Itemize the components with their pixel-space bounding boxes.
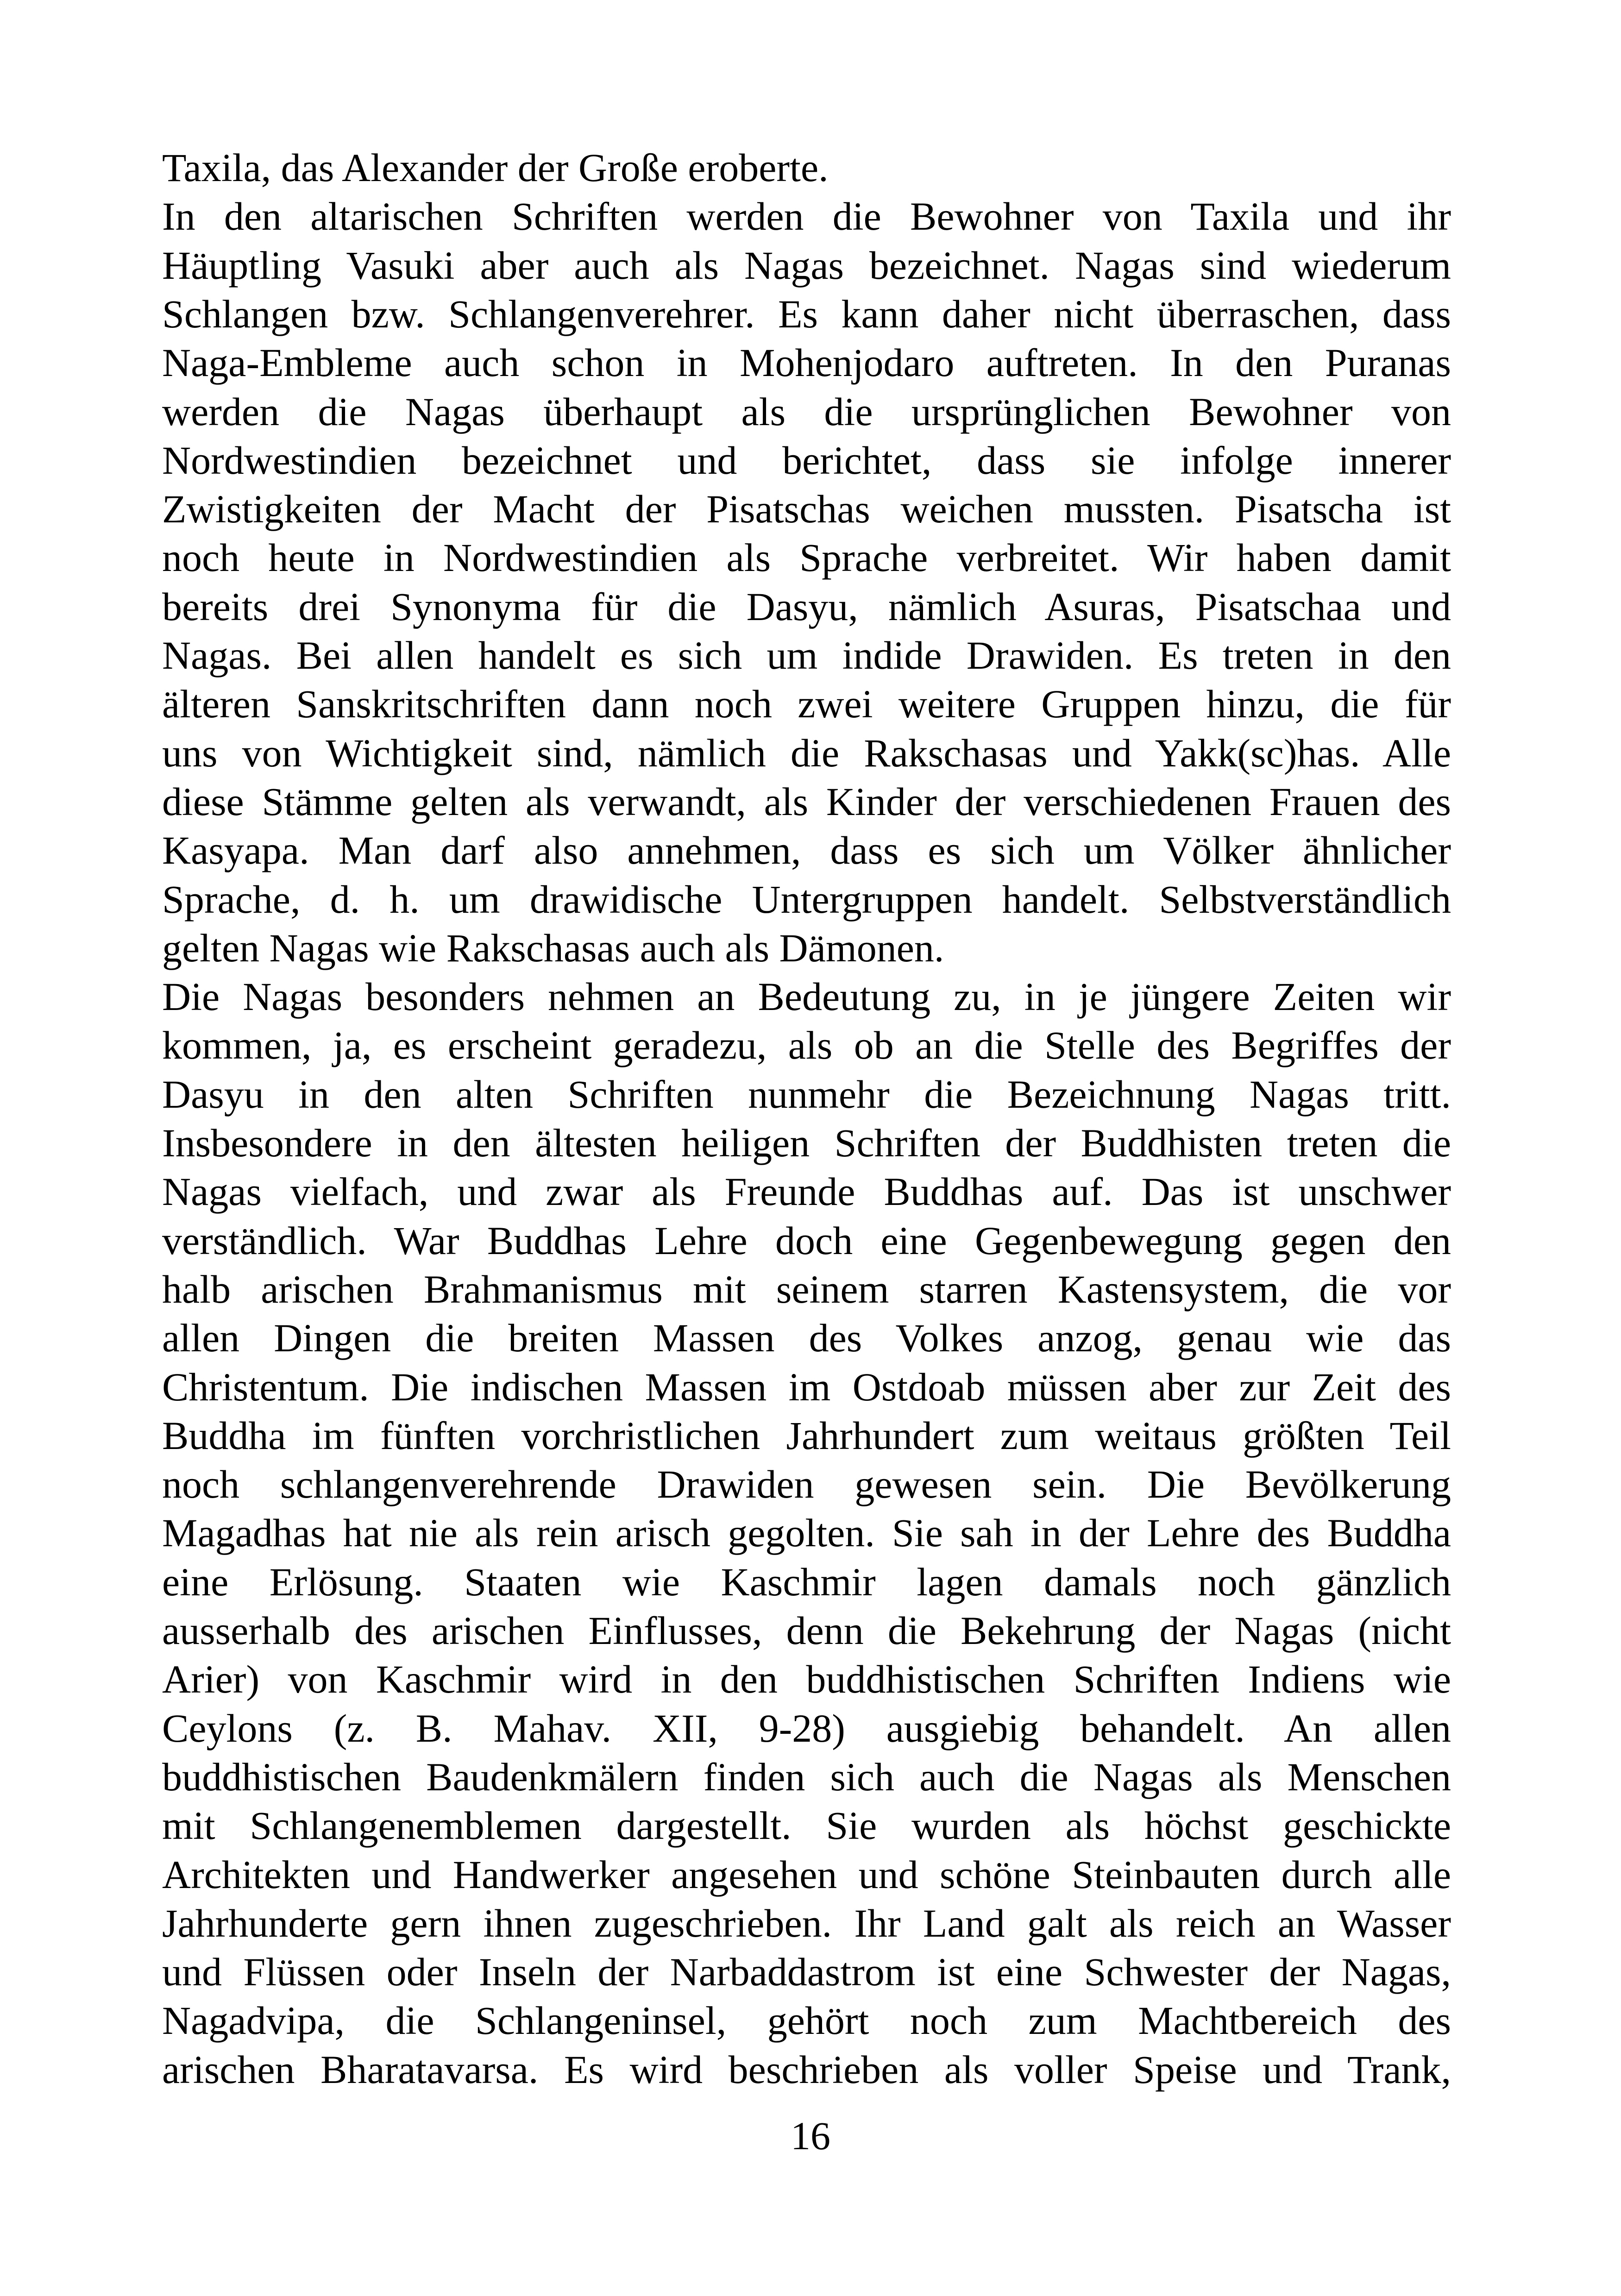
text-line: Nordwestindien bezeichnet und berichtet, dass sie infolge innerer <box>162 438 1451 483</box>
text-line: Nagas. Bei allen handelt es sich um indide Drawiden. Es treten in den <box>162 633 1451 678</box>
text-line: Arier) von Kaschmir wird in den buddhistischen Schriften Indiens wie <box>162 1657 1451 1702</box>
text-line: eine Erlösung. Staaten wie Kaschmir lagen damals noch gänzlich <box>162 1559 1451 1604</box>
text-line: gelten Nagas wie Rakschasas auch als Dämonen. <box>162 925 944 970</box>
text-line: und Flüssen oder Inseln der Narbaddastrom ist eine Schwester der Nagas, <box>162 1950 1451 1995</box>
text-line: bereits drei Synonyma für die Dasyu, nämlich Asuras, Pisatschaa und <box>162 584 1451 629</box>
text-line: älteren Sanskritschriften dann noch zwei weitere Gruppen hinzu, die für <box>162 682 1451 727</box>
text-line: Christentum. Die indischen Massen im Ostdoab müssen aber zur Zeit des <box>162 1364 1451 1409</box>
text-line: Jahrhunderte gern ihnen zugeschrieben. Ihr Land galt als reich an Wasser <box>162 1901 1451 1945</box>
text-line: uns von Wichtigkeit sind, nämlich die Rakschasas und Yakk(sc)has. Alle <box>162 730 1451 775</box>
text-line: Nagas vielfach, und zwar als Freunde Buddhas auf. Das ist unschwer <box>162 1169 1451 1214</box>
text-line: Schlangen bzw. Schlangenverehrer. Es kann daher nicht überraschen, dass <box>162 291 1451 336</box>
text-line: noch heute in Nordwestindien als Sprache verbreitet. Wir haben damit <box>162 535 1451 580</box>
text-line: Naga-Embleme auch schon in Mohenjodaro auftreten. In den Puranas <box>162 340 1451 385</box>
text-line: Buddha im fünften vorchristlichen Jahrhundert zum weitaus größten Teil <box>162 1413 1451 1458</box>
text-line: werden die Nagas überhaupt als die ursprünglichen Bewohner von <box>162 389 1451 434</box>
text-line: Architekten und Handwerker angesehen und schöne Steinbauten durch alle <box>162 1852 1451 1897</box>
text-line: kommen, ja, es erscheint geradezu, als ob an die Stelle des Begriffes der <box>162 1023 1451 1068</box>
text-line: Dasyu in den alten Schriften nunmehr die Bezeichnung Nagas tritt. <box>162 1072 1451 1117</box>
text-line: Ceylons (z. B. Mahav. XII, 9-28) ausgiebig behandelt. An allen <box>162 1706 1451 1750</box>
text-line: arischen Bharatavarsa. Es wird beschrieben als voller Speise und Trank, <box>162 2047 1451 2092</box>
text-line: noch schlangenverehrende Drawiden gewesen sein. Die Bevölkerung <box>162 1462 1451 1507</box>
text-line: Taxila, das Alexander der Große eroberte. <box>162 145 829 190</box>
text-line: Insbesondere in den ältesten heiligen Schriften der Buddhisten treten die <box>162 1121 1451 1165</box>
text-line: mit Schlangenemblemen dargestellt. Sie wurden als höchst geschickte <box>162 1803 1451 1848</box>
text-line: Nagadvipa, die Schlangeninsel, gehört noch zum Machtbereich des <box>162 1998 1451 2043</box>
text-line: Sprache, d. h. um drawidische Untergruppen handelt. Selbstverständlich <box>162 877 1451 922</box>
text-line: Häuptling Vasuki aber auch als Nagas bezeichnet. Nagas sind wiederum <box>162 243 1451 288</box>
text-line: buddhistischen Baudenkmälern finden sich auch die Nagas als Menschen <box>162 1754 1451 1799</box>
text-line: Zwistigkeiten der Macht der Pisatschas weichen mussten. Pisatscha ist <box>162 487 1451 532</box>
text-line: Die Nagas besonders nehmen an Bedeutung zu, in je jüngere Zeiten wir <box>162 974 1451 1019</box>
text-line: diese Stämme gelten als verwandt, als Kinder der verschiedenen Frauen des <box>162 779 1451 824</box>
text-line: Kasyapa. Man darf also annehmen, dass es sich um Völker ähnlicher <box>162 828 1451 873</box>
text-line: In den altarischen Schriften werden die Bewohner von Taxila und ihr <box>162 194 1451 239</box>
text-line: halb arischen Brahmanismus mit seinem starren Kastensystem, die vor <box>162 1267 1451 1311</box>
text-line: verständlich. War Buddhas Lehre doch eine Gegenbewegung gegen den <box>162 1218 1451 1263</box>
text-line: Magadhas hat nie als rein arisch gegolten. Sie sah in der Lehre des Buddha <box>162 1511 1451 1556</box>
text-line: allen Dingen die breiten Massen des Volkes anzog, genau wie das <box>162 1316 1451 1361</box>
text-line: ausserhalb des arischen Einflusses, denn die Bekehrung der Nagas (nicht <box>162 1608 1451 1653</box>
page-number: 16 <box>791 2114 830 2158</box>
